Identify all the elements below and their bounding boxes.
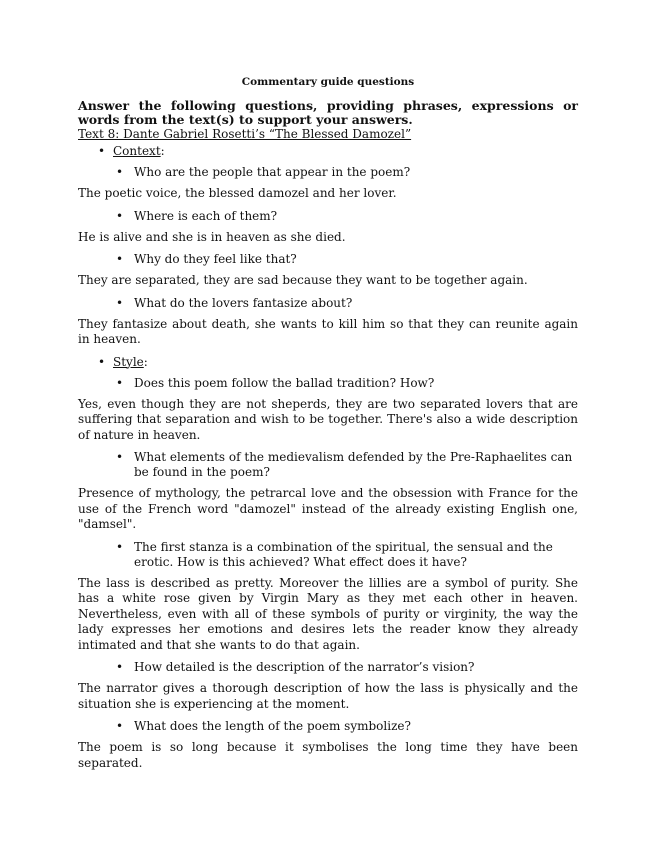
question-item [78, 252, 578, 267]
bullet-icon: • [116, 295, 124, 310]
question-text: Where is each of them? [134, 208, 278, 223]
text-reference: Text 8: Dante Gabriel Rosetti’s “The Blessed Damozel” [78, 127, 412, 141]
question-text: Who are the people that appear in the poem? [134, 165, 411, 179]
instruction-text: Answer the following questions, providing phrases, expressions or words from the text(s) to support your answers. [78, 98, 578, 127]
answer-text: Presence of mythology, the petrarcal love and the obsession with France for the use of the French word "damozel" instead of the already existing English one, "damsel". [78, 486, 578, 531]
question-item [78, 660, 578, 675]
question-text: What do the lovers fantasize about? [134, 295, 353, 310]
question-text: How detailed is the description of the narrator’s vision? [134, 660, 475, 674]
bullet-icon: • [116, 719, 124, 733]
question-text: What does the length of the poem symbolize? [134, 719, 411, 733]
document-page [78, 75, 578, 778]
bullet-icon: • [98, 144, 106, 158]
question-text: What elements of the medievalism defended by the Pre-Raphaelites can be found in the poem? [134, 450, 573, 479]
question-item [78, 209, 578, 224]
question-item [78, 719, 578, 734]
question-item [78, 450, 578, 480]
question-item [78, 296, 578, 311]
answer-text: The lass is described as pretty. Moreover the lillies are a symbol of purity. She has a white rose given by Virgin Mary as they met each other in heaven. Nevertheless, even with all of these symbols of purity or virginity, the way the lady expresses her emotions and desires lets the reader know they already intimated and that she wants to do that again. [78, 575, 578, 652]
question-item [78, 165, 578, 180]
answer-text: The narrator gives a thorough description of how the lass is physically and the situation she is experiencing at the moment. [78, 681, 578, 711]
bullet-icon: • [116, 208, 124, 223]
bullet-icon: • [116, 165, 124, 179]
question-item [78, 376, 578, 391]
answer-text: The poetic voice, the blessed damozel and her lover. [78, 186, 397, 200]
section-context: • Context: [98, 144, 165, 158]
section-label: Context [113, 144, 161, 158]
document-title: Commentary guide questions [241, 76, 415, 88]
bullet-icon: • [116, 375, 124, 390]
bullet-icon: • [116, 450, 124, 464]
section-style: • Style: [98, 354, 148, 369]
bullet-icon: • [116, 252, 124, 266]
section-label: Style [113, 354, 144, 369]
answer-text: They fantasize about death, she wants to kill him so that they can reunite again in heaven. [78, 316, 578, 346]
question-text: Why do they feel like that? [134, 252, 297, 266]
answer-text: Yes, even though they are not sheperds, they are two separated lovers that are suffering that separation and wish to be together. There's also a wide description of nature in heaven. [78, 396, 578, 442]
bullet-icon: • [98, 354, 106, 369]
bullet-icon: • [116, 539, 124, 554]
answer-text: He is alive and she is in heaven as she died. [78, 229, 346, 244]
answer-text: They are separated, they are sad because they want to be together again. [78, 273, 528, 287]
answer-text: The poem is so long because it symbolises the long time they have been separated. [78, 740, 578, 770]
question-text: The first stanza is a combination of the spiritual, the sensual and the erotic. How is this achieved? What effect does it have? [134, 539, 553, 569]
question-item [78, 540, 578, 570]
question-text: Does this poem follow the ballad tradition? How? [134, 375, 435, 390]
bullet-icon: • [116, 660, 124, 674]
